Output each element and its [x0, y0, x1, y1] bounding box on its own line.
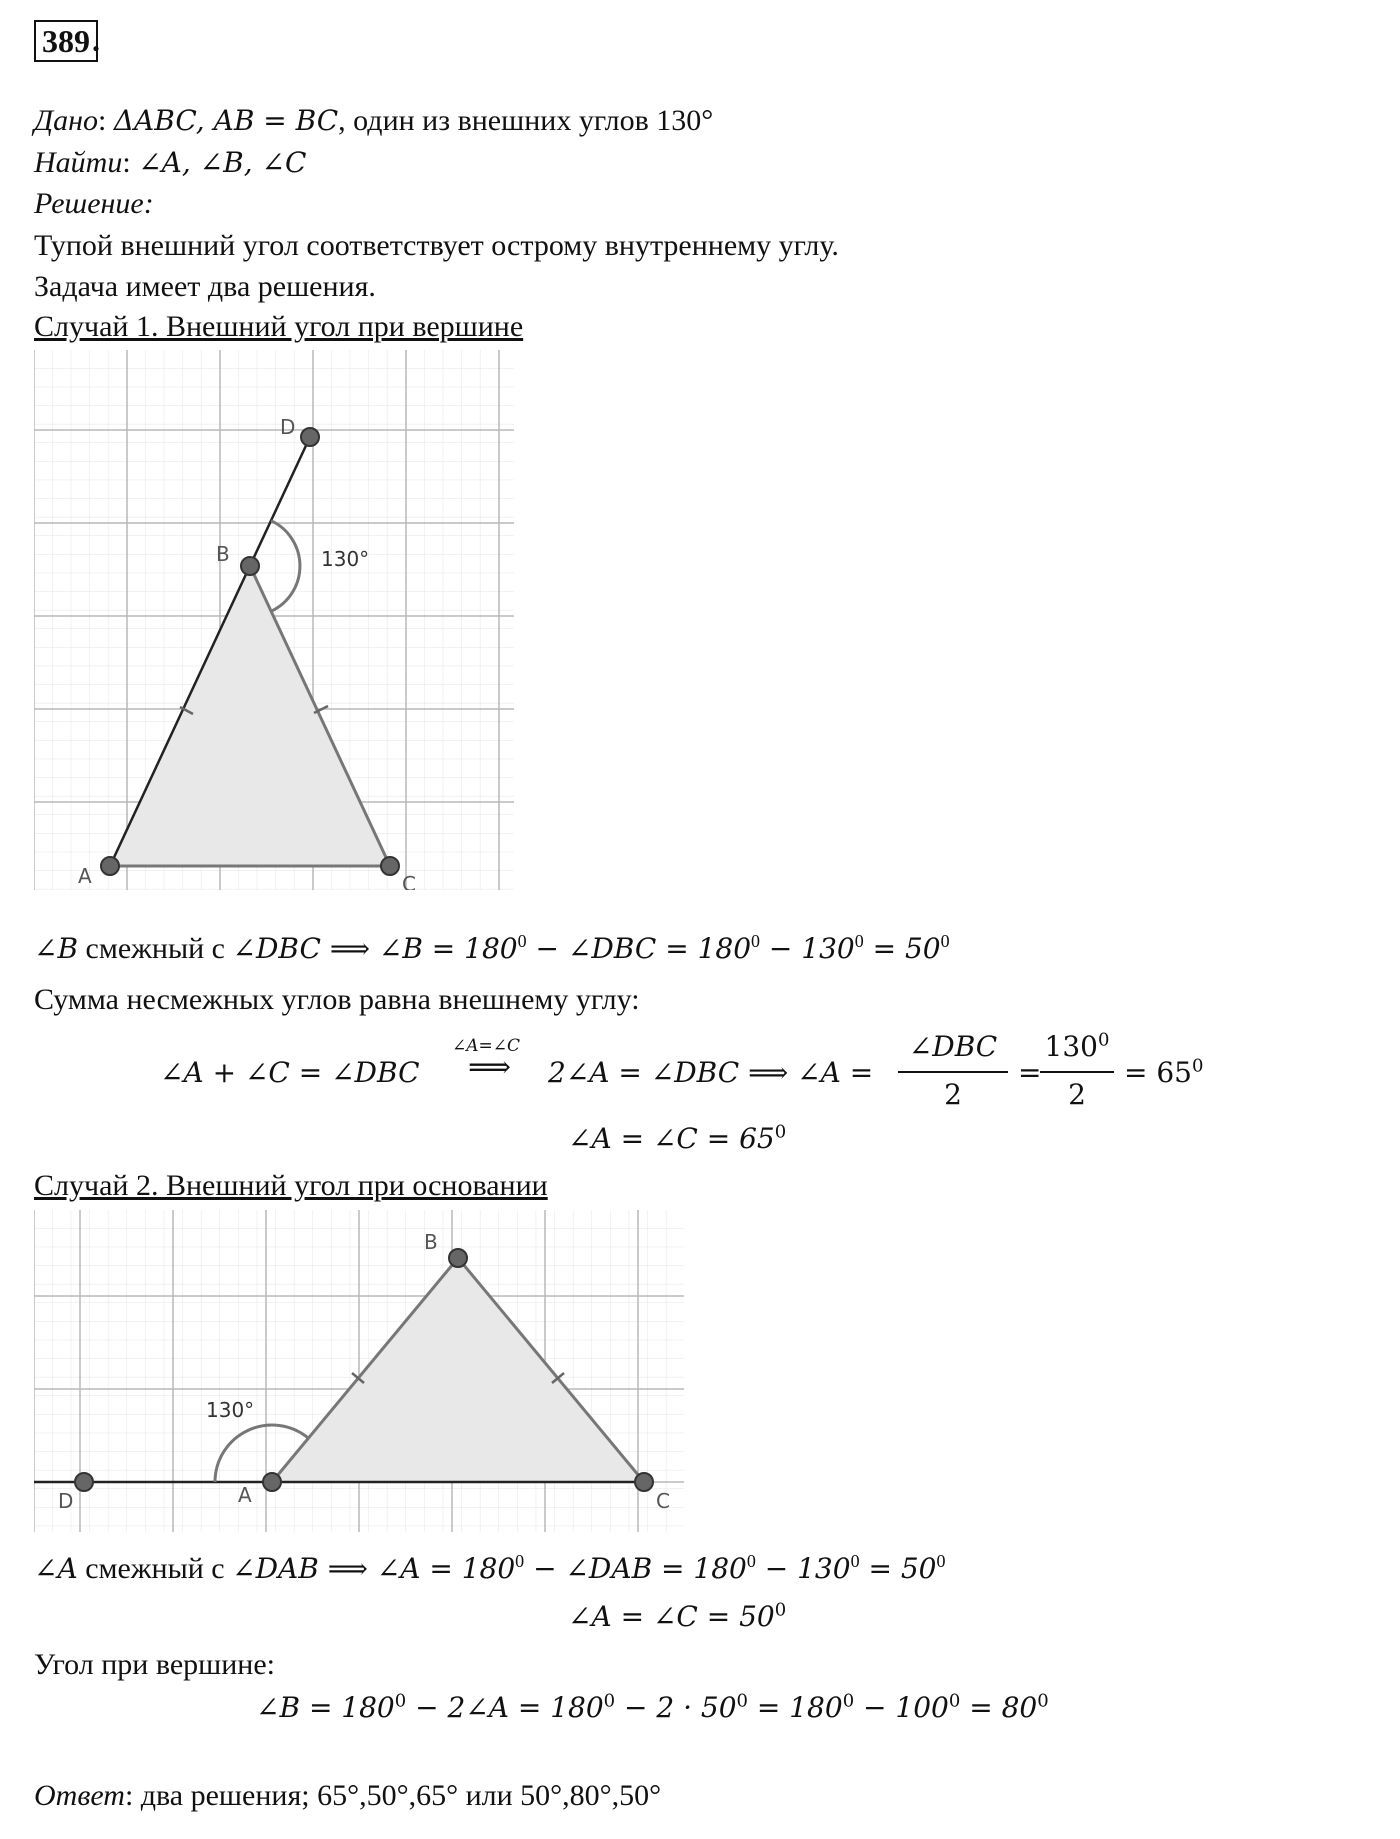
case1-point-A [101, 857, 119, 875]
case1-frac1-num: ∠DBC [908, 1030, 998, 1063]
case1-eq2-arrow: ⟹ [468, 1050, 512, 1085]
case1-angle-label: 130° [321, 547, 370, 571]
case1-sum-text: Сумма несмежных углов равна внешнему углу: [34, 983, 640, 1016]
case2-figure [34, 1210, 684, 1532]
case2-point-B [449, 1249, 467, 1267]
case1-eq3: ∠A = ∠C = $65^0$ [568, 1121, 787, 1155]
case1-frac1-den: 2 [944, 1078, 962, 1111]
solution-line-2: Задача имеет два решения. [34, 270, 376, 303]
find-math: ∠A, ∠B, ∠C [138, 146, 307, 179]
case1-point-B [241, 557, 259, 575]
case2-eq3: ∠B = $180^0$ − 2∠A = $180^0 - 2 \cdot 50^0 = 180^0 - 100^0 = 80^0$ [256, 1690, 1049, 1724]
case1-frac2-den: 2 [1068, 1078, 1086, 1111]
given-line: Дано: ΔABC, AB = BC, один из внешних углов 130° [34, 104, 714, 137]
case1-eq2-mid: 2∠A = ∠DBC ⟹ ∠A = [548, 1056, 874, 1089]
find-label: Найти [34, 146, 123, 179]
case2-point-A [263, 1473, 281, 1491]
answer-label: Ответ [34, 1779, 125, 1812]
case1-frac1-bar [898, 1071, 1008, 1073]
case1-eq2-end: = $65^0$ [1124, 1055, 1204, 1089]
case1-eq2-left: ∠A + ∠C = ∠DBC [160, 1056, 420, 1089]
case1-figure [34, 350, 514, 890]
answer-line [34, 1778, 661, 1814]
case1-label-B: B [216, 542, 230, 566]
case1-label-D: D [280, 415, 296, 439]
given-rest: , один из внешних углов 130° [338, 104, 714, 137]
case2-label-C: C [656, 1489, 670, 1513]
find-line: Найти: ∠A, ∠B, ∠C [34, 146, 307, 179]
solution-line-1: Тупой внешний угол соответствует острому внутреннему углу. [34, 229, 839, 262]
problem-number-box [34, 20, 98, 62]
case1-eq2-over: ∠A=∠C [452, 1036, 521, 1056]
case1-label-A: A [78, 864, 92, 888]
case1-frac2-num: $130^0$ [1044, 1029, 1110, 1063]
case2-eq2: ∠A = ∠C = $50^0$ [568, 1599, 787, 1633]
case2-label-B: B [424, 1230, 438, 1254]
given-label: Дано [34, 104, 98, 137]
case2-apex-text: Угол при вершине: [34, 1648, 276, 1681]
case1-heading: Случай 1. Внешний угол при вершине [34, 310, 524, 343]
case2-heading: Случай 2. Внешний угол при основании [34, 1169, 548, 1202]
case2-point-C [635, 1473, 653, 1491]
case2-label-D: D [58, 1489, 74, 1513]
solution-label: Решение: [34, 187, 154, 220]
case1-point-C [381, 857, 399, 875]
problem-number: 389 [42, 23, 90, 59]
case1-label-C: C [402, 872, 416, 890]
given-math: ΔABC, AB = BC [113, 104, 339, 137]
case2-eq1: ∠A смежный с ∠DAB ⟹ ∠A = $180^0$ − ∠DAB = $180^0 - 130^0 = 50^0$ [34, 1551, 946, 1585]
case1-eq1: ∠B смежный с ∠DBC ⟹ ∠B = $180^0$ − ∠DBC = $180^0 - 130^0 = 50^0$ [34, 931, 950, 965]
case1-eq-sign: = [1018, 1056, 1042, 1089]
case2-angle-label: 130° [206, 1398, 255, 1422]
case2-label-A: A [238, 1483, 252, 1507]
case1-point-D [301, 428, 319, 446]
case2-point-D [75, 1473, 93, 1491]
problem-number-dot: . [92, 22, 100, 58]
answer-text: : два решения; 65°,50°,65° или 50°,80°,50° [124, 1779, 662, 1812]
case1-frac2-bar [1040, 1071, 1114, 1073]
